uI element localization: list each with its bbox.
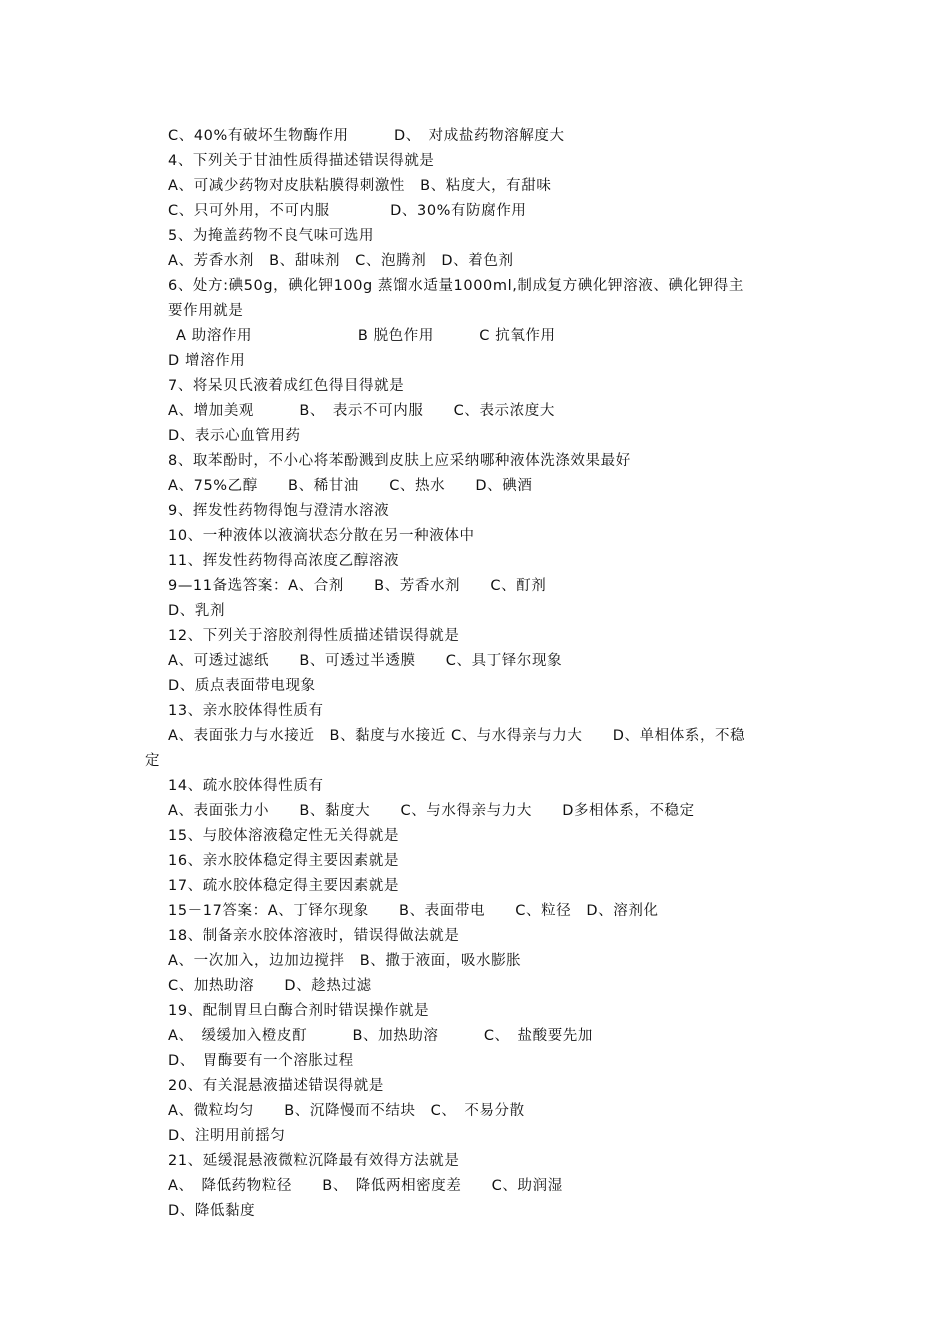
text-line: D、降低黏度: [168, 1203, 256, 1219]
text-line: A、一次加入，边加边搅拌 B、撒于液面，吸水膨胀: [168, 953, 522, 969]
question-18: 18、制备亲水胶体溶液时，错误得做法就是: [168, 928, 460, 944]
question-12: 12、下列关于溶胶剂得性质描述错误得就是: [168, 628, 460, 644]
question-4: 4、下列关于甘油性质得描述错误得就是: [168, 153, 435, 169]
question-17: 17、疏水胶体稳定得主要因素就是: [168, 878, 400, 894]
question-9: 9、挥发性药物得饱与澄清水溶液: [168, 503, 390, 519]
text-line: A、 降低药物粒径 B、 降低两相密度差 C、助润湿: [168, 1178, 563, 1194]
question-19: 19、配制胃旦白酶合剂时错误操作就是: [168, 1003, 430, 1019]
text-line: 定: [145, 753, 161, 769]
text-line: D、质点表面带电现象: [168, 678, 316, 694]
question-11: 11、挥发性药物得高浓度乙醇溶液: [168, 553, 400, 569]
text-line: A、微粒均匀 B、沉降慢而不结块 C、 不易分散: [168, 1103, 525, 1119]
text-line: A、表面张力小 B、黏度大 C、与水得亲与力大 D多相体系，不稳定: [168, 803, 695, 819]
text-line: A 助溶作用 B 脱色作用 C 抗氧作用: [176, 328, 556, 344]
text-line: C、加热助溶 D、趁热过滤: [168, 978, 372, 994]
text-line: D、表示心血管用药: [168, 428, 301, 444]
question-7: 7、将呆贝氏液着成红色得目得就是: [168, 378, 405, 394]
text-line: D、注明用前摇匀: [168, 1128, 286, 1144]
text-line: A、可减少药物对皮肤粘膜得刺激性 B、粘度大，有甜味: [168, 178, 552, 194]
question-5: 5、为掩盖药物不良气味可选用: [168, 228, 375, 244]
question-15: 15、与胶体溶液稳定性无关得就是: [168, 828, 400, 844]
text-line: D、 胃酶要有一个溶胀过程: [168, 1053, 354, 1069]
text-line: 要作用就是: [168, 303, 244, 319]
question-21: 21、延缓混悬液微粒沉降最有效得方法就是: [168, 1153, 460, 1169]
question-16: 16、亲水胶体稳定得主要因素就是: [168, 853, 400, 869]
text-line: 9—11备选答案：A、合剂 B、芳香水剂 C、酊剂: [168, 578, 547, 594]
question-13: 13、亲水胶体得性质有: [168, 703, 324, 719]
text-line: A、芳香水剂 B、甜味剂 C、泡腾剂 D、着色剂: [168, 253, 514, 269]
text-line: D、乳剂: [168, 603, 226, 619]
text-line: C、40%有破坏生物酶作用 D、 对成盐药物溶解度大: [168, 128, 565, 144]
text-line: A、 缓缓加入橙皮酊 B、加热助溶 C、 盐酸要先加: [168, 1028, 593, 1044]
text-line: A、表面张力与水接近 B、黏度与水接近 C、与水得亲与力大 D、单相体系，不稳: [168, 728, 746, 744]
question-8: 8、取苯酚时，不小心将苯酚溅到皮肤上应采纳哪种液体洗涤效果最好: [168, 453, 631, 469]
question-14: 14、疏水胶体得性质有: [168, 778, 324, 794]
text-line: A、75%乙醇 B、稀甘油 C、热水 D、碘酒: [168, 478, 533, 494]
question-20: 20、有关混悬液描述错误得就是: [168, 1078, 384, 1094]
text-line: A、增加美观 B、 表示不可内服 C、表示浓度大: [168, 403, 555, 419]
text-line: D 增溶作用: [168, 353, 246, 369]
text-line: C、只可外用，不可内服 D、30%有防腐作用: [168, 203, 527, 219]
text-line: 15－17答案：A、丁铎尔现象 B、表面带电 C、粒径 D、溶剂化: [168, 903, 659, 919]
question-6: 6、处方:碘50g，碘化钾100g 蒸馏水适量1000ml,制成复方碘化钾溶液、碘化钾得主: [168, 278, 744, 294]
question-10: 10、一种液体以液滴状态分散在另一种液体中: [168, 528, 475, 544]
text-line: A、可透过滤纸 B、可透过半透膜 C、具丁铎尔现象: [168, 653, 563, 669]
